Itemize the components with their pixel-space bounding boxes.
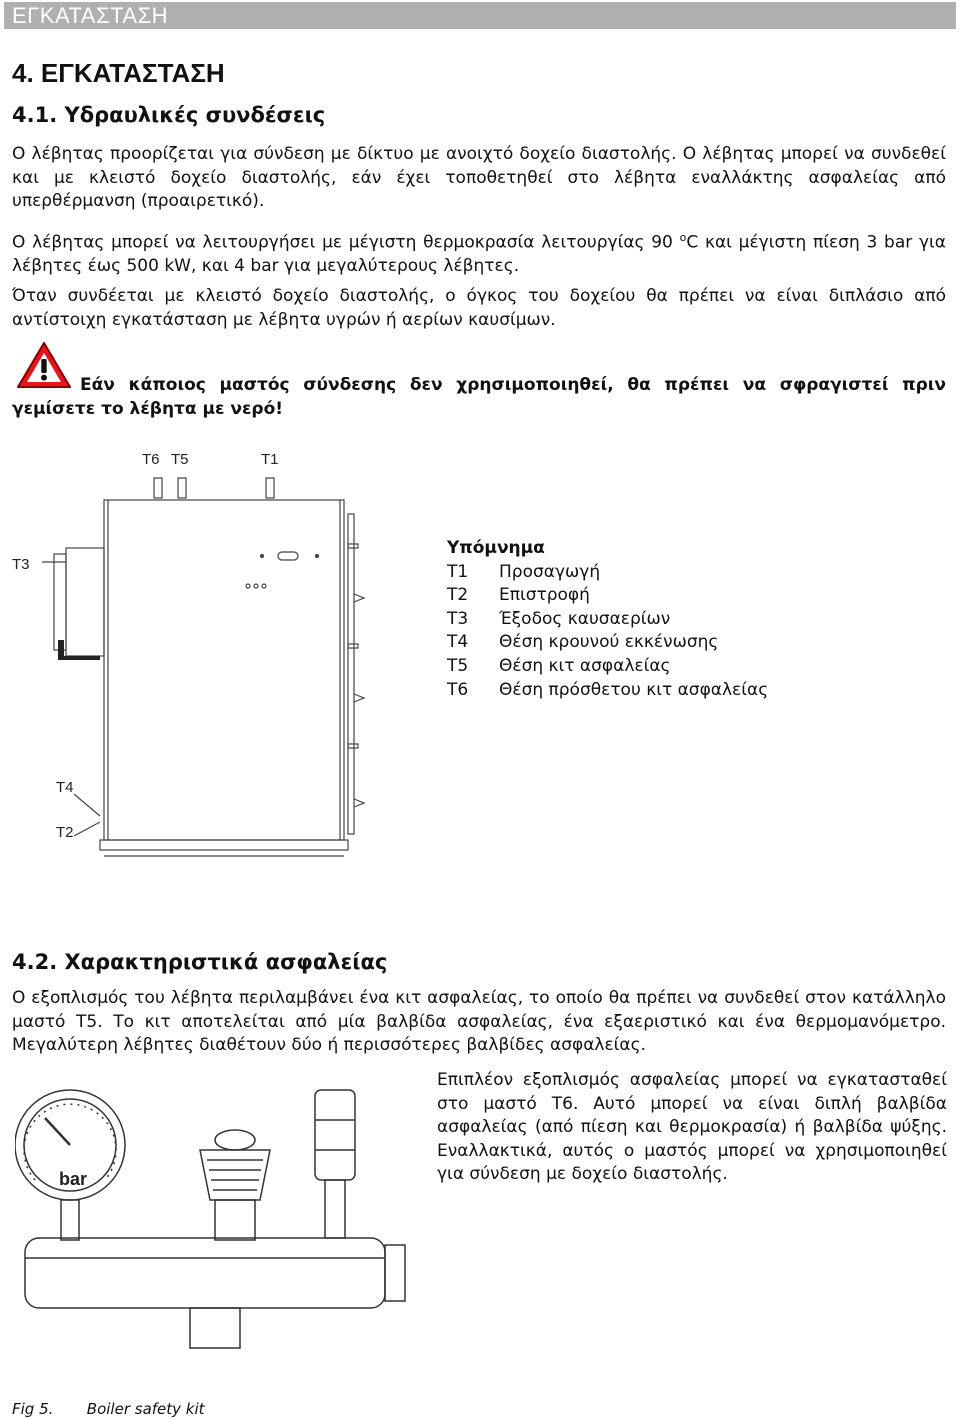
paragraph-additional-equipment: Επιπλέον εξοπλισμός ασφαλείας μπορεί να εγκατασταθεί στο μαστό T6. Αυτό μπορεί να είναι διπλή βαλβίδα ασφαλείας (από πίεση και θερμοκρασία) ή βαλβίδα ψύξης. Εναλλακτικά, αυτός ο μαστός μπορεί να χρησιμοποιηθεί για σύνδεση με δοχείο διαστολής. bbox=[437, 1070, 947, 1185]
max-temp-text-a: Ο λέβητας μπορεί να λειτουργήσει με μέγιστη θερμοκρασία λειτουργίας 90 bbox=[12, 232, 680, 253]
label-t2: T2 bbox=[56, 824, 74, 841]
paragraph-max-temp bbox=[12, 226, 946, 279]
pipe-t5 bbox=[178, 478, 186, 498]
legend-item: T4 Θέση κρουνού εκκένωσης bbox=[447, 632, 719, 653]
subsection-title-hydraulic: 4.1. Υδραυλικές συνδέσεις bbox=[12, 103, 326, 127]
figure-caption bbox=[12, 1400, 205, 1418]
air-vent bbox=[315, 1090, 355, 1180]
section-title: 4. ΕΓΚΑΤΑΣΤΑΣΗ bbox=[12, 58, 225, 88]
legend-item: T2 Επιστροφή bbox=[447, 585, 590, 606]
paragraph-closed-tank: Όταν συνδέεται με κλειστό δοχείο διαστολής, ο όγκος του δοχείου θα πρέπει να είναι διπλάσιο από αντίστοιχη εγκατάσταση με λέβητα υγρών ή αερίων καυσίμων. bbox=[12, 286, 946, 330]
subsection-title-safety: 4.2. Χαρακτηριστικά ασφαλείας bbox=[12, 950, 388, 974]
figure-number: Fig 5. bbox=[12, 1400, 54, 1418]
page-header: ΕΓΚΑΤΑΣΤΑΣΗ bbox=[4, 2, 956, 29]
flue-outlet bbox=[66, 548, 104, 656]
legend-item: T5 Θέση κιτ ασφαλείας bbox=[447, 655, 671, 676]
legend-item: T1 Προσαγωγή bbox=[447, 561, 601, 582]
max-temp-text-b: C και μέγιστη πίεση 3 bar για λέβητες έως 500 kW, και 4 bar για μεγαλύτερους λέβητες. bbox=[12, 232, 946, 277]
gauge-bar-text: bar bbox=[59, 1169, 88, 1189]
legend-title: Υπόμνημα bbox=[447, 538, 545, 558]
boiler-diagram bbox=[8, 444, 408, 864]
boiler-body bbox=[104, 500, 344, 840]
label-t5: T5 bbox=[171, 451, 189, 468]
pipe-t1 bbox=[266, 478, 274, 498]
legend-item: T6 Θέση πρόσθετου κιτ ασφαλείας bbox=[447, 679, 769, 700]
label-t4: T4 bbox=[56, 779, 74, 796]
legend-item: T3 Έξοδος καυσαερίων bbox=[447, 608, 671, 629]
safety-valve bbox=[200, 1150, 270, 1200]
safety-kit-illustration bbox=[15, 1080, 425, 1385]
boiler-base bbox=[100, 840, 348, 850]
degree-symbol: o bbox=[679, 231, 687, 244]
label-t1: T1 bbox=[261, 451, 279, 468]
manifold-pipe bbox=[25, 1238, 385, 1308]
paragraph-safety-kit: Ο εξοπλισμός του λέβητα περιλαμβάνει ένα κιτ ασφαλείας, το οποίο θα πρέπει να συνδεθεί στον κατάλληλο μαστό T5. Το κιτ αποτελείται από μία βαλβίδα ασφαλείας, ένα εξαεριστικό και ένα θερμομανόμετρο. Μεγαλύτερη λέβητες διαθέτουν δύο ή περισσότερες βαλβίδες ασφαλείας. bbox=[12, 988, 946, 1055]
label-t6: T6 bbox=[142, 451, 160, 468]
pipe-t6 bbox=[154, 478, 162, 498]
label-t3: T3 bbox=[12, 556, 30, 573]
warning-text: Εάν κάποιος μαστός σύνδεσης δεν χρησιμοποιηθεί, θα πρέπει να σφραγιστεί πριν γεμίσετε το λέβητα με νερό! bbox=[12, 375, 946, 419]
paragraph-expansion-tank: Ο λέβητας προορίζεται για σύνδεση με δίκτυο με ανοιχτό δοχείο διαστολής. Ο λέβητας μπορεί να συνδεθεί και με κλειστό δοχείο διαστολής, εάν έχει τοποθετηθεί στο λέβητα εναλλάκτης ασφαλείας από υπερθέρμανση (προαιρετικό). bbox=[12, 144, 946, 211]
figure-title: Boiler safety kit bbox=[86, 1400, 205, 1418]
legend bbox=[447, 537, 768, 702]
